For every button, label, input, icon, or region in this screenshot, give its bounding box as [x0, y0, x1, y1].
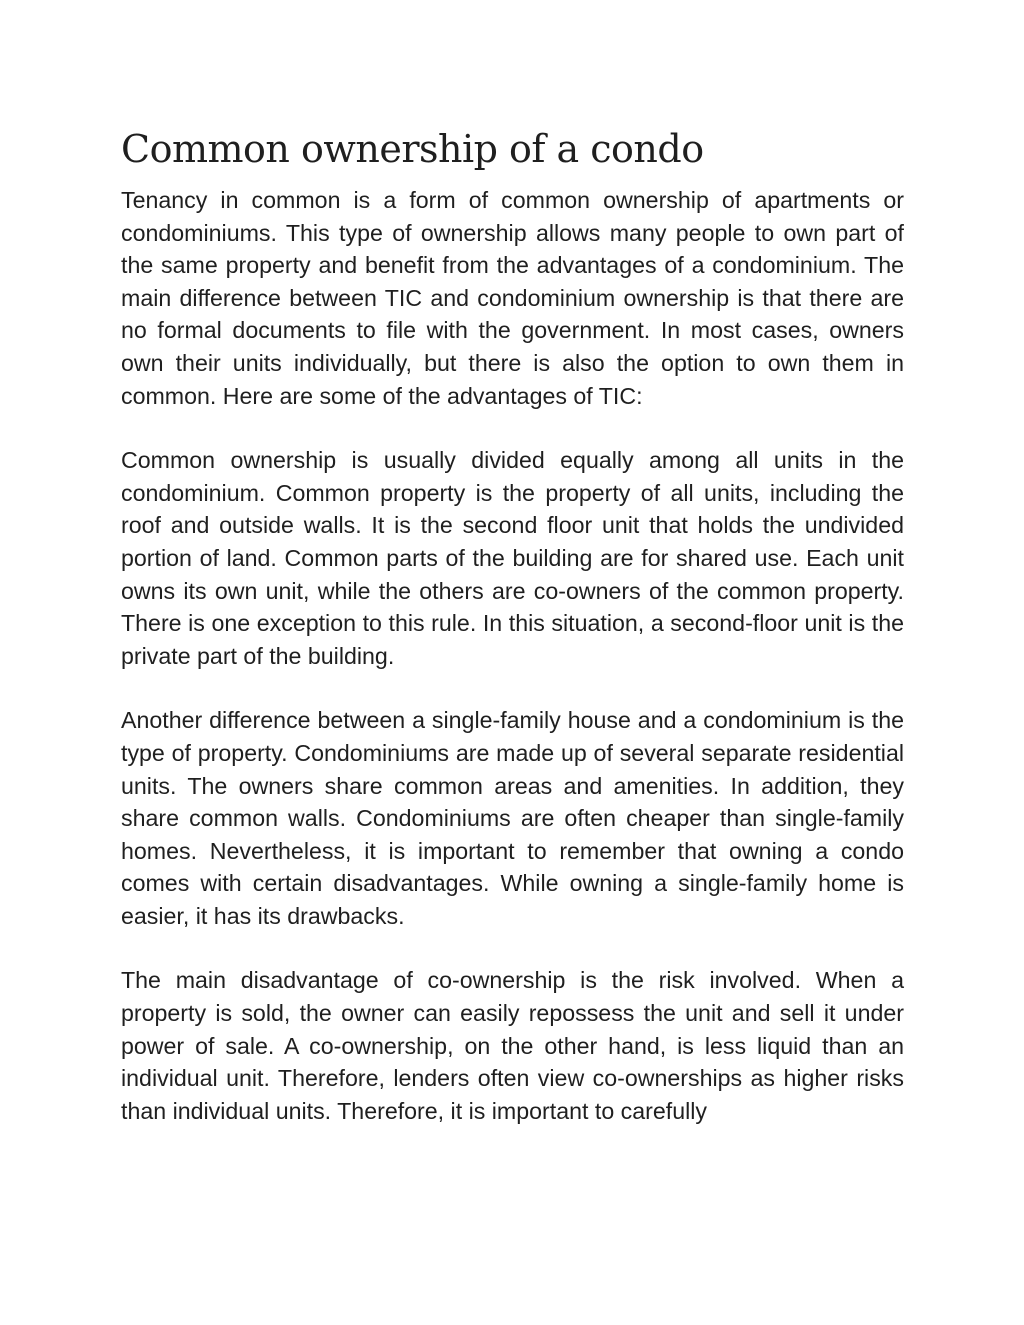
- document-body: [121, 118, 904, 1127]
- paragraph-2: Common ownership is usually divided equally among all units in the condominium. Common property is the property of all units, including the roof and outside walls. It is the second floor unit that holds the undivided portion of land. Common parts of the building are for shared use. Each unit owns its own unit, while the others are co-owners of the common property. There is one exception to this rule. In this situation, a second-floor unit is the private part of the building.: [121, 447, 904, 669]
- paragraph-3: Another difference between a single-family house and a condominium is the type of property. Condominiums are made up of several separate residential units. The owners share common areas and amenities. In addition, they share common walls. Condominiums are often cheaper than single-family homes. Nevertheless, it is important to remember that owning a condo comes with certain disadvantages. While owning a single-family home is easier, it has its drawbacks.: [121, 707, 904, 929]
- paragraph-1: Tenancy in common is a form of common ownership of apartments or condominiums. This type of ownership allows many people to own part of the same property and benefit from the advantages of a condominium. The main difference between TIC and condominium ownership is that there are no formal documents to file with the government. In most cases, owners own their units individually, but there is also the option to own them in common. Here are some of the advantages of TIC:: [121, 187, 904, 409]
- paragraph-4: The main disadvantage of co-ownership is the risk involved. When a property is sold, the owner can easily repossess the unit and sell it under power of sale. A co-ownership, on the other hand, is less liquid than an individual unit. Therefore, lenders often view co-ownerships as higher risks than individual units. Therefore, it is important to carefully: [121, 967, 904, 1124]
- document-title: Common ownership of a condo: [121, 127, 704, 171]
